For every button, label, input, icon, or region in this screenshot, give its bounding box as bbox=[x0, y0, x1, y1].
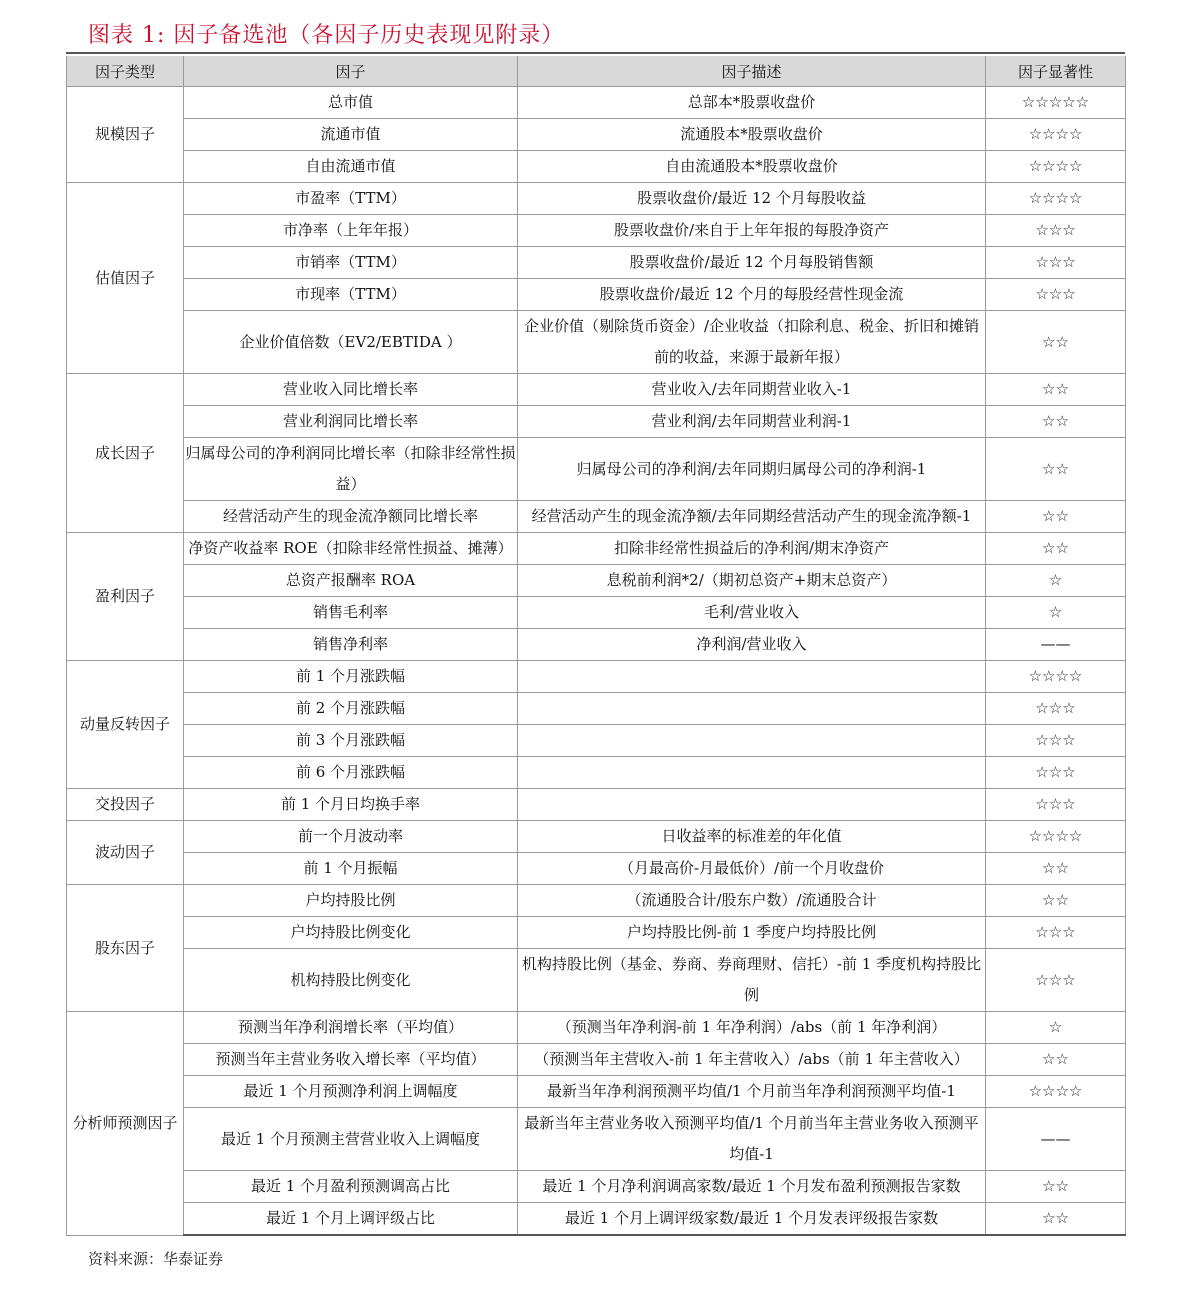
factor-description-cell bbox=[518, 789, 986, 821]
factor-significance-cell: ☆☆☆ bbox=[986, 215, 1126, 247]
factor-cell: 最近 1 个月盈利预测调高占比 bbox=[184, 1171, 518, 1203]
table-row bbox=[67, 119, 1126, 151]
table-row bbox=[67, 183, 1126, 215]
factor-significance-cell: ☆☆☆ bbox=[986, 757, 1126, 789]
table-row bbox=[67, 949, 1126, 1012]
table-row bbox=[67, 87, 1126, 119]
source-note: 资料来源：华泰证券 bbox=[88, 1250, 224, 1268]
factor-description-cell: 营业收入/去年同期营业收入-1 bbox=[518, 374, 986, 406]
factor-cell: 企业价值倍数（EV2/EBTIDA ） bbox=[184, 311, 518, 374]
factor-type-cell: 盈利因子 bbox=[67, 533, 184, 661]
table-row bbox=[67, 917, 1126, 949]
table-row bbox=[67, 693, 1126, 725]
factor-description-cell: （流通股合计/股东户数）/流通股合计 bbox=[518, 885, 986, 917]
factor-cell: 最近 1 个月预测主营营业收入上调幅度 bbox=[184, 1108, 518, 1171]
factor-significance-cell: ☆☆☆ bbox=[986, 279, 1126, 311]
table-row bbox=[67, 406, 1126, 438]
factor-cell: 前 6 个月涨跌幅 bbox=[184, 757, 518, 789]
factor-cell: 前一个月波动率 bbox=[184, 821, 518, 853]
factor-type-cell: 分析师预测因子 bbox=[67, 1012, 184, 1236]
factor-description-cell bbox=[518, 725, 986, 757]
figure-title: 图表 1: 因子备选池（各因子历史表现见附录） bbox=[88, 23, 565, 48]
factor-cell: 自由流通市值 bbox=[184, 151, 518, 183]
factor-description-cell: 经营活动产生的现金流净额/去年同期经营活动产生的现金流净额-1 bbox=[518, 501, 986, 533]
factor-description-cell: 户均持股比例-前 1 季度户均持股比例 bbox=[518, 917, 986, 949]
factor-significance-cell: ☆☆☆☆ bbox=[986, 661, 1126, 693]
factor-significance-cell: ☆☆☆☆ bbox=[986, 119, 1126, 151]
table-row bbox=[67, 151, 1126, 183]
factor-description-cell: （预测当年净利润-前 1 年净利润）/abs（前 1 年净利润） bbox=[518, 1012, 986, 1044]
factor-significance-cell: ☆☆ bbox=[986, 1171, 1126, 1203]
factor-description-cell: 企业价值（剔除货币资金）/企业收益（扣除利息、税金、折旧和摊销前的收益，来源于最新年报） bbox=[518, 311, 986, 374]
factor-cell: 预测当年主营业务收入增长率（平均值） bbox=[184, 1044, 518, 1076]
factor-description-cell: 净利润/营业收入 bbox=[518, 629, 986, 661]
factor-description-cell: 日收益率的标准差的年化值 bbox=[518, 821, 986, 853]
header-factor: 因子 bbox=[184, 56, 518, 87]
table-row bbox=[67, 821, 1126, 853]
factor-description-cell: 股票收盘价/来自于上年年报的每股净资产 bbox=[518, 215, 986, 247]
factor-significance-cell: ☆☆ bbox=[986, 1203, 1126, 1236]
factor-significance-cell: ☆☆☆ bbox=[986, 247, 1126, 279]
factor-significance-cell: ☆☆ bbox=[986, 374, 1126, 406]
factor-cell: 流通市值 bbox=[184, 119, 518, 151]
factor-cell: 最近 1 个月预测净利润上调幅度 bbox=[184, 1076, 518, 1108]
table-row bbox=[67, 629, 1126, 661]
factor-significance-cell: ☆☆ bbox=[986, 311, 1126, 374]
factor-description-cell: 自由流通股本*股票收盘价 bbox=[518, 151, 986, 183]
factor-description-cell bbox=[518, 693, 986, 725]
factor-significance-cell: ☆☆☆ bbox=[986, 725, 1126, 757]
header-factor-description: 因子描述 bbox=[518, 56, 986, 87]
factor-cell: 户均持股比例 bbox=[184, 885, 518, 917]
factor-cell: 户均持股比例变化 bbox=[184, 917, 518, 949]
table-row bbox=[67, 789, 1126, 821]
factor-description-cell: 股票收盘价/最近 12 个月的每股经营性现金流 bbox=[518, 279, 986, 311]
factor-cell: 营业收入同比增长率 bbox=[184, 374, 518, 406]
table-row bbox=[67, 885, 1126, 917]
table-row bbox=[67, 374, 1126, 406]
table-row bbox=[67, 1203, 1126, 1236]
factor-cell: 销售净利率 bbox=[184, 629, 518, 661]
factor-cell: 市现率（TTM） bbox=[184, 279, 518, 311]
factor-description-cell: 扣除非经常性损益后的净利润/期末净资产 bbox=[518, 533, 986, 565]
table-row bbox=[67, 501, 1126, 533]
factor-cell: 净资产收益率 ROE（扣除非经常性损益、摊薄） bbox=[184, 533, 518, 565]
table-row bbox=[67, 1076, 1126, 1108]
header-factor-significance: 因子显著性 bbox=[986, 56, 1126, 87]
factor-description-cell: 最近 1 个月净利润调高家数/最近 1 个月发布盈利预测报告家数 bbox=[518, 1171, 986, 1203]
factor-significance-cell: ☆☆☆☆ bbox=[986, 821, 1126, 853]
factor-significance-cell: —— bbox=[986, 1108, 1126, 1171]
table-row bbox=[67, 757, 1126, 789]
table-row bbox=[67, 215, 1126, 247]
table-row bbox=[67, 1044, 1126, 1076]
factor-description-cell: 股票收盘价/最近 12 个月每股收益 bbox=[518, 183, 986, 215]
factor-cell: 机构持股比例变化 bbox=[184, 949, 518, 1012]
factor-significance-cell: ☆☆☆☆ bbox=[986, 1076, 1126, 1108]
header-row bbox=[67, 56, 1126, 87]
factor-cell: 销售毛利率 bbox=[184, 597, 518, 629]
table-row bbox=[67, 565, 1126, 597]
factor-cell: 经营活动产生的现金流净额同比增长率 bbox=[184, 501, 518, 533]
factor-type-cell: 股东因子 bbox=[67, 885, 184, 1012]
factor-cell: 前 1 个月振幅 bbox=[184, 853, 518, 885]
table-row bbox=[67, 1171, 1126, 1203]
factor-description-cell: 息税前利润*2/（期初总资产+期末总资产） bbox=[518, 565, 986, 597]
factor-cell: 前 2 个月涨跌幅 bbox=[184, 693, 518, 725]
factor-significance-cell: ☆☆ bbox=[986, 885, 1126, 917]
factor-significance-cell: ☆☆ bbox=[986, 533, 1126, 565]
table-row bbox=[67, 1012, 1126, 1044]
table-row bbox=[67, 853, 1126, 885]
table-row bbox=[67, 1108, 1126, 1171]
factor-cell: 营业利润同比增长率 bbox=[184, 406, 518, 438]
factor-type-cell: 规模因子 bbox=[67, 87, 184, 183]
factor-cell: 前 1 个月涨跌幅 bbox=[184, 661, 518, 693]
factor-description-cell: 总部本*股票收盘价 bbox=[518, 87, 986, 119]
factor-description-cell: （月最高价-月最低价）/前一个月收盘价 bbox=[518, 853, 986, 885]
factor-description-cell: 营业利润/去年同期营业利润-1 bbox=[518, 406, 986, 438]
table-row bbox=[67, 661, 1126, 693]
factor-significance-cell: ☆☆☆☆☆ bbox=[986, 87, 1126, 119]
factor-description-cell bbox=[518, 661, 986, 693]
factor-cell: 市销率（TTM） bbox=[184, 247, 518, 279]
factor-type-cell: 交投因子 bbox=[67, 789, 184, 821]
factor-description-cell: 归属母公司的净利润/去年同期归属母公司的净利润-1 bbox=[518, 438, 986, 501]
factor-significance-cell: ☆☆☆ bbox=[986, 693, 1126, 725]
factor-significance-cell: ☆☆ bbox=[986, 853, 1126, 885]
factor-type-cell: 动量反转因子 bbox=[67, 661, 184, 789]
factor-cell: 市盈率（TTM） bbox=[184, 183, 518, 215]
factor-cell: 总市值 bbox=[184, 87, 518, 119]
factor-cell: 归属母公司的净利润同比增长率（扣除非经常性损益） bbox=[184, 438, 518, 501]
table-header bbox=[67, 56, 1126, 87]
factor-type-cell: 成长因子 bbox=[67, 374, 184, 533]
factor-description-cell bbox=[518, 757, 986, 789]
table-row bbox=[67, 597, 1126, 629]
factor-description-cell: 流通股本*股票收盘价 bbox=[518, 119, 986, 151]
table-row bbox=[67, 279, 1126, 311]
table-row bbox=[67, 533, 1126, 565]
factor-significance-cell: ☆☆☆ bbox=[986, 789, 1126, 821]
factor-significance-cell: —— bbox=[986, 629, 1126, 661]
factor-description-cell: 最新当年净利润预测平均值/1 个月前当年净利润预测平均值-1 bbox=[518, 1076, 986, 1108]
factor-description-cell: 股票收盘价/最近 12 个月每股销售额 bbox=[518, 247, 986, 279]
table-row bbox=[67, 311, 1126, 374]
table-row bbox=[67, 438, 1126, 501]
table-body bbox=[67, 87, 1126, 1236]
factor-significance-cell: ☆☆☆☆ bbox=[986, 151, 1126, 183]
factor-type-cell: 波动因子 bbox=[67, 821, 184, 885]
factor-significance-cell: ☆☆☆ bbox=[986, 949, 1126, 1012]
header-factor-type: 因子类型 bbox=[67, 56, 184, 87]
factor-type-cell: 估值因子 bbox=[67, 183, 184, 374]
factor-significance-cell: ☆ bbox=[986, 565, 1126, 597]
factor-cell: 预测当年净利润增长率（平均值） bbox=[184, 1012, 518, 1044]
factor-significance-cell: ☆ bbox=[986, 597, 1126, 629]
factor-cell: 前 3 个月涨跌幅 bbox=[184, 725, 518, 757]
factor-significance-cell: ☆☆☆☆ bbox=[986, 183, 1126, 215]
factor-significance-cell: ☆☆ bbox=[986, 406, 1126, 438]
factor-description-cell: （预测当年主营收入-前 1 年主营收入）/abs（前 1 年主营收入） bbox=[518, 1044, 986, 1076]
table-row bbox=[67, 247, 1126, 279]
factor-significance-cell: ☆☆☆ bbox=[986, 917, 1126, 949]
factor-table bbox=[66, 56, 1126, 1236]
factor-description-cell: 毛利/营业收入 bbox=[518, 597, 986, 629]
factor-cell: 最近 1 个月上调评级占比 bbox=[184, 1203, 518, 1236]
factor-cell: 前 1 个月日均换手率 bbox=[184, 789, 518, 821]
factor-description-cell: 最新当年主营业务收入预测平均值/1 个月前当年主营业务收入预测平均值-1 bbox=[518, 1108, 986, 1171]
factor-significance-cell: ☆☆ bbox=[986, 438, 1126, 501]
factor-description-cell: 机构持股比例（基金、券商、券商理财、信托）-前 1 季度机构持股比例 bbox=[518, 949, 986, 1012]
factor-cell: 市净率（上年年报） bbox=[184, 215, 518, 247]
factor-description-cell: 最近 1 个月上调评级家数/最近 1 个月发表评级报告家数 bbox=[518, 1203, 986, 1236]
factor-significance-cell: ☆☆ bbox=[986, 1044, 1126, 1076]
factor-significance-cell: ☆ bbox=[986, 1012, 1126, 1044]
table-row bbox=[67, 725, 1126, 757]
top-rule bbox=[66, 52, 1125, 54]
factor-significance-cell: ☆☆ bbox=[986, 501, 1126, 533]
factor-cell: 总资产报酬率 ROA bbox=[184, 565, 518, 597]
